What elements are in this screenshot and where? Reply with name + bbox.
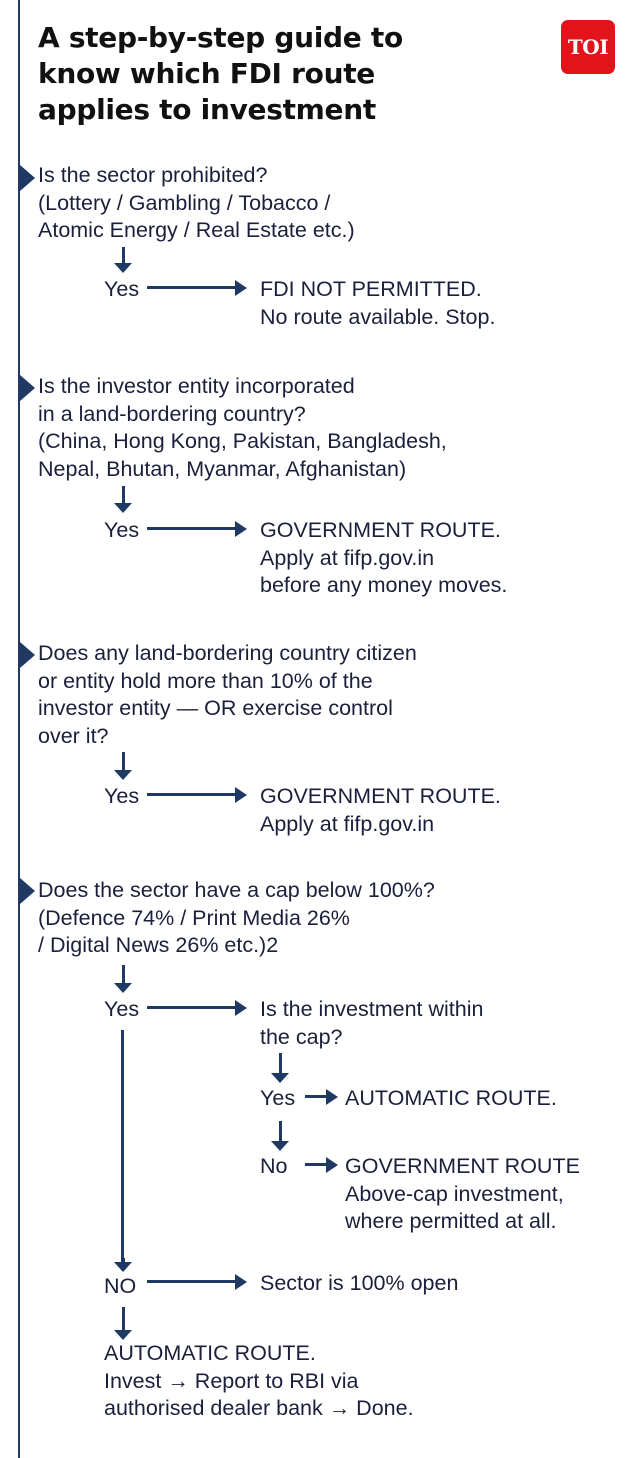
result-line: where permitted at all. — [345, 1209, 557, 1233]
toi-logo: TOI — [561, 20, 615, 74]
step-4-no-label: NO — [104, 1274, 137, 1298]
arrow-down-icon — [114, 965, 132, 993]
step-3-question — [38, 640, 417, 750]
step-2-result — [260, 517, 507, 600]
title-line: A step-by-step guide to — [38, 21, 403, 54]
title-line: applies to investment — [38, 93, 376, 126]
arrow-right-icon — [305, 1157, 338, 1173]
question-line: in a land-bordering country? — [38, 401, 306, 426]
step-2-yes-label: Yes — [104, 518, 140, 542]
step-3-result — [260, 783, 501, 838]
question-line: (China, Hong Kong, Pakistan, Bangladesh, — [38, 429, 447, 453]
final-line: authorised dealer bank → Done. — [104, 1396, 414, 1420]
result-line: No route available. Stop. — [260, 304, 496, 329]
question-line: Atomic Energy / Real Estate etc.) — [38, 218, 355, 242]
arrow-down-icon — [114, 1258, 132, 1272]
sub-question-line: Is the investment within — [260, 997, 484, 1021]
question-line: Does the sector have a cap below 100%? — [38, 878, 435, 902]
arrow-right-icon — [147, 280, 247, 296]
arrow-right-icon — [147, 1274, 247, 1290]
question-line: investor entity — OR exercise control — [38, 696, 393, 720]
question-line: Is the sector prohibited? — [38, 163, 268, 187]
arrow-down-icon — [271, 1053, 289, 1083]
sub-yes-result: AUTOMATIC ROUTE. — [345, 1086, 557, 1110]
question-line: Nepal, Bhutan, Myanmar, Afghanistan) — [38, 456, 407, 481]
step-4-question — [38, 877, 435, 960]
arrow-right-icon — [305, 1089, 338, 1105]
question-line: over it? — [38, 723, 109, 748]
question-line: (Lottery / Gambling / Tobacco / — [38, 190, 331, 215]
result-line: FDI NOT PERMITTED. — [260, 277, 482, 301]
question-line: or entity hold more than 10% of the — [38, 668, 373, 693]
connector-line — [121, 1030, 124, 1262]
result-line: GOVERNMENT ROUTE. — [260, 784, 501, 808]
sub-question-line: the cap? — [260, 1024, 343, 1049]
arrow-right-icon — [147, 521, 247, 537]
sub-no-result — [345, 1153, 580, 1236]
result-line: before any money moves. — [260, 573, 508, 597]
sub-no-label: No — [260, 1154, 288, 1178]
arrow-down-icon — [271, 1121, 289, 1151]
sub-yes-label: Yes — [260, 1086, 296, 1110]
step-4-no-result: Sector is 100% open — [260, 1271, 459, 1295]
step-2-question — [38, 373, 447, 483]
result-line: GOVERNMENT ROUTE — [345, 1154, 580, 1178]
step-3-yes-label: Yes — [104, 784, 140, 808]
final-line: Invest → Report to RBI via — [104, 1368, 359, 1393]
question-line: Does any land-bordering country citizen — [38, 641, 417, 665]
arrow-down-icon — [114, 247, 132, 273]
arrow-down-icon — [114, 486, 132, 513]
step-1-question — [38, 162, 355, 245]
step-marker-icon — [20, 165, 35, 191]
arrow-down-icon — [114, 1307, 132, 1340]
question-line: / Digital News 26% etc.)2 — [38, 933, 279, 957]
arrow-right-icon — [147, 787, 247, 803]
step-1-yes-label: Yes — [104, 277, 140, 301]
result-line: Above-cap investment, — [345, 1181, 564, 1206]
step-marker-icon — [20, 375, 35, 401]
page-title — [38, 20, 478, 128]
result-line: Apply at fifp.gov.in — [260, 545, 435, 570]
arrow-right-icon — [147, 1000, 247, 1016]
step-marker-icon — [20, 642, 35, 668]
left-rail-line — [18, 0, 20, 1458]
step-marker-icon — [20, 878, 35, 904]
arrow-down-icon — [114, 752, 132, 780]
result-line: Apply at fifp.gov.in — [260, 811, 435, 836]
final-outcome — [104, 1340, 414, 1423]
step-1-result — [260, 276, 495, 331]
question-line: Is the investor entity incorporated — [38, 374, 355, 398]
result-line: GOVERNMENT ROUTE. — [260, 518, 501, 542]
step-4-sub-question — [260, 996, 483, 1051]
final-line: AUTOMATIC ROUTE. — [104, 1341, 316, 1365]
step-4-yes-label: Yes — [104, 997, 140, 1021]
question-line: (Defence 74% / Print Media 26% — [38, 905, 350, 930]
title-line: know which FDI route — [38, 57, 375, 90]
